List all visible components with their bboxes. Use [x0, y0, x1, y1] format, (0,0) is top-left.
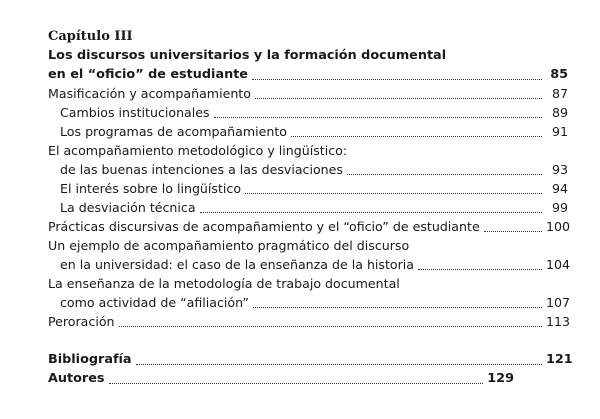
chapter-heading	[48, 28, 568, 46]
entry-title: Masificación y acompañamiento	[48, 86, 251, 101]
toc-entry	[48, 141, 568, 160]
dot-leader	[347, 173, 542, 175]
toc-entry	[48, 122, 568, 141]
chapter-title-text: Los discursos universitarios y la formación documental	[48, 48, 447, 63]
dot-leader	[200, 211, 542, 213]
entry-title: La enseñanza de la metodología de trabajo documental	[48, 276, 400, 291]
toc-entry	[48, 255, 571, 274]
dot-leader	[252, 78, 542, 80]
page-number: 99	[551, 200, 568, 215]
page-number: 93	[551, 162, 568, 177]
table-of-contents	[48, 28, 573, 388]
entry-title: de las buenas intenciones a las desviaciones	[60, 162, 343, 177]
page-number: 107	[546, 295, 571, 310]
page-number: 91	[551, 124, 568, 139]
toc-entry	[48, 198, 568, 217]
chapter-title-line-1	[48, 46, 568, 65]
chapter-title-line-2	[48, 65, 568, 84]
page-number: 100	[546, 219, 571, 234]
toc-entry	[48, 312, 571, 331]
entry-title: Prácticas discursivas de acompañamiento y el “oficio” de estudiante	[48, 219, 480, 234]
page-number: 89	[551, 105, 568, 120]
page-number: 94	[551, 181, 568, 196]
toc-entry	[48, 179, 568, 198]
entry-title: Cambios institucionales	[60, 105, 210, 120]
section-gap	[48, 331, 568, 350]
page-number: 113	[546, 314, 571, 329]
entry-title: Un ejemplo de acompañamiento pragmático del discurso	[48, 238, 410, 253]
dot-leader	[119, 325, 542, 327]
authors-entry	[48, 369, 568, 388]
page-number: 121	[546, 352, 573, 367]
dot-leader	[418, 268, 542, 270]
entry-title: El interés sobre lo lingüístico	[60, 181, 242, 196]
bibliography-entry	[48, 350, 573, 369]
toc-entry	[48, 236, 568, 255]
page-number: 85	[550, 67, 568, 82]
entry-title: Los programas de acompañamiento	[60, 124, 288, 139]
dot-leader	[255, 97, 542, 99]
toc-entry	[48, 293, 571, 312]
toc-entry	[48, 103, 568, 122]
entry-title: Autores	[48, 371, 105, 386]
chapter-title-text: en el “oficio” de estudiante	[48, 67, 248, 82]
toc-entry	[48, 217, 571, 236]
page-number: 87	[551, 86, 568, 101]
entry-title: en la universidad: el caso de la enseñanza de la historia	[60, 257, 415, 272]
dot-leader	[484, 230, 542, 232]
toc-entry	[48, 160, 568, 179]
dot-leader	[245, 192, 542, 194]
entry-title: La desviación técnica	[60, 200, 196, 215]
toc-entry	[48, 84, 568, 103]
dot-leader	[109, 382, 484, 384]
entry-title: Bibliografía	[48, 352, 132, 367]
entry-title: como actividad de “afiliación”	[60, 295, 249, 310]
page-number: 104	[546, 257, 571, 272]
dot-leader	[214, 116, 542, 118]
dot-leader	[291, 135, 542, 137]
dot-leader	[136, 363, 542, 365]
toc-entry	[48, 274, 568, 293]
chapter-label: Capítulo III	[48, 29, 133, 44]
page-number: 129	[487, 371, 514, 386]
dot-leader	[253, 306, 542, 308]
entry-title: Peroración	[48, 314, 115, 329]
entry-title: El acompañamiento metodológico y lingüístico:	[48, 143, 348, 158]
